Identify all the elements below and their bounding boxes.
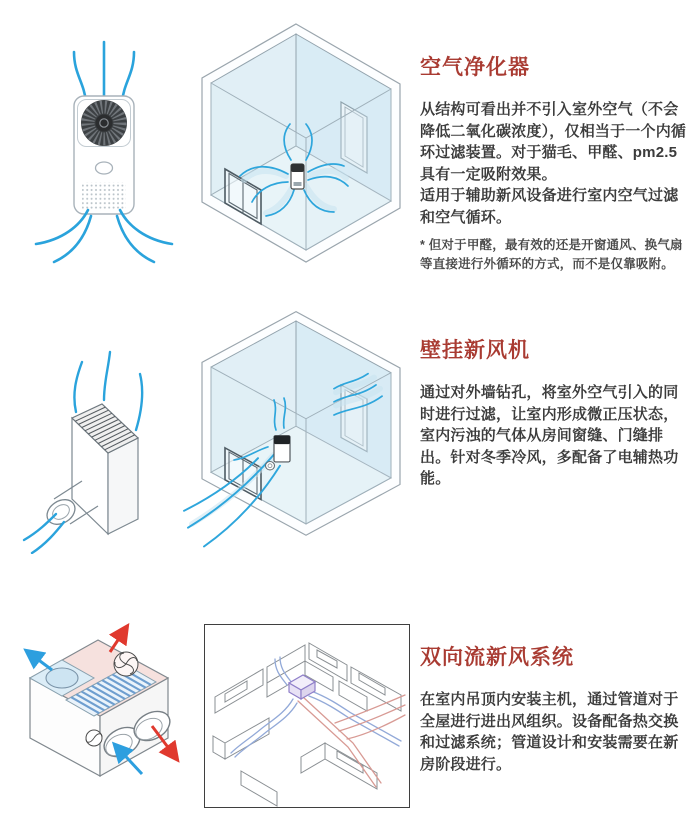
wall-fresh-air-paragraph-1: 通过对外墙钻孔，将室外空气引入的同时进行过滤，让室内形成微正压状态，室内污浊的气体从房间窗缝、门缝排出。针对冬季冷风，多配备了电辅热功能。 — [420, 384, 679, 487]
section-title-bidirectional: 双向流新风系统 — [420, 646, 574, 669]
bidirectional-text-block — [420, 645, 692, 775]
section-title-wall-fresh-air: 壁挂新风机 — [420, 339, 530, 362]
air-purifier-text-block — [420, 55, 692, 274]
room-positive-pressure-scene — [182, 306, 402, 554]
duct-floorplan-scene — [204, 624, 410, 808]
air-purifier-paragraph-1: 从结构可看出并不引入室外空气（不会降低二氧化碳浓度），仅相当于一个内循环过滤装置。对于猫毛、甲醛、pm2.5 具有一定吸附效果。 — [420, 101, 687, 183]
air-purifier-footnote: * 但对于甲醛，最有效的还是开窗通风、换气扇等直接进行外循环的方式，而不是仅靠吸附。 — [420, 238, 683, 271]
air-purifier-paragraph-2: 适用于辅助新风设备进行室内空气过滤和空气循环。 — [420, 187, 679, 226]
section-title-air-purifier: 空气净化器 — [420, 56, 530, 79]
room-circulation-scene — [182, 18, 402, 282]
air-purifier-device-icon — [28, 12, 180, 284]
wall-fresh-air-text-block — [420, 338, 692, 490]
heat-recovery-ventilator-icon — [10, 612, 188, 816]
wall-fresh-air-device-icon — [22, 322, 174, 554]
bidirectional-paragraph-1: 在室内吊顶内安装主机，通过管道对于全屋进行进出风组织。设备配备热交换和过滤系统；管道设计和安装需要在新房阶段进行。 — [420, 691, 679, 773]
